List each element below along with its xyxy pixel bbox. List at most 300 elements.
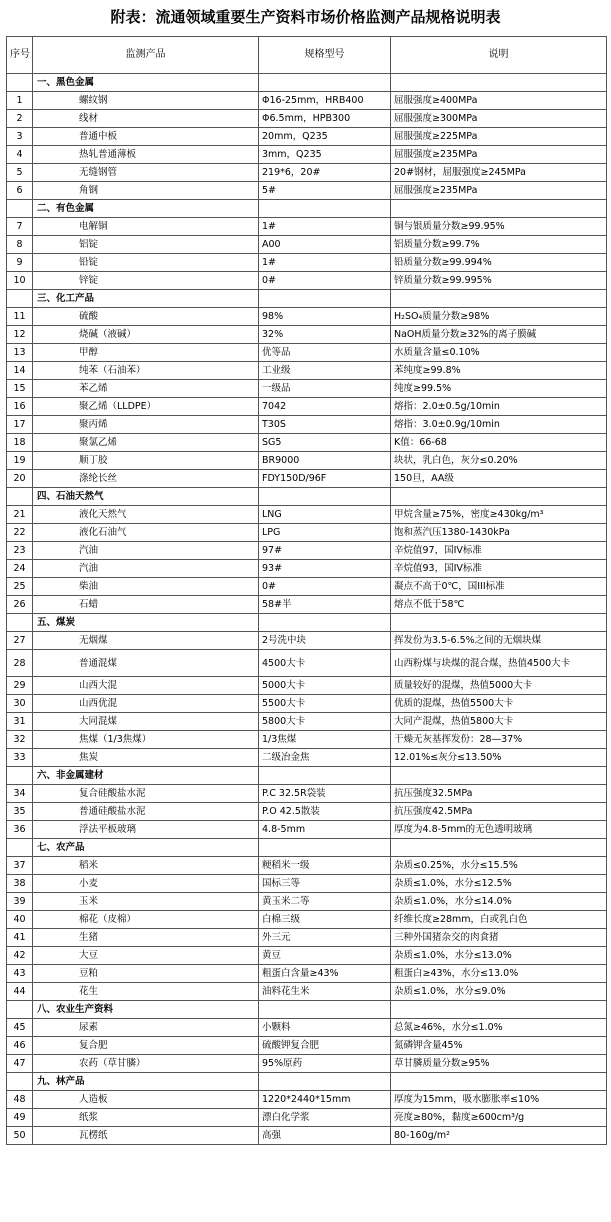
product-name: 铅锭 (33, 254, 259, 272)
spec-model: BR9000 (259, 452, 391, 470)
section-no-cell (7, 614, 33, 632)
row-number: 21 (7, 506, 33, 524)
product-name: 尿素 (33, 1019, 259, 1037)
section-desc-cell (391, 614, 607, 632)
table-row (7, 596, 607, 614)
row-number: 27 (7, 632, 33, 650)
row-number: 39 (7, 893, 33, 911)
description: 12.01%≤灰分≤13.50% (391, 749, 607, 767)
description: 质量较好的混煤，热值5000大卡 (391, 677, 607, 695)
row-number: 2 (7, 110, 33, 128)
description: 屈服强度≥235MPa (391, 182, 607, 200)
row-number: 31 (7, 713, 33, 731)
table-row (7, 947, 607, 965)
table-row (7, 272, 607, 290)
row-number: 38 (7, 875, 33, 893)
product-name: 浮法平板玻璃 (33, 821, 259, 839)
spec-model: 3mm，Q235 (259, 146, 391, 164)
description: 屈服强度≥400MPa (391, 92, 607, 110)
spec-model: 5# (259, 182, 391, 200)
table-row (7, 785, 607, 803)
spec-model: 硫酸钾复合肥 (259, 1037, 391, 1055)
product-name: 线材 (33, 110, 259, 128)
table-row (7, 110, 607, 128)
product-name: 烧碱（液碱） (33, 326, 259, 344)
description: 铜与银质量分数≥99.95% (391, 218, 607, 236)
description: 屈服强度≥235MPa (391, 146, 607, 164)
section-spec-cell (259, 767, 391, 785)
section-spec-cell (259, 74, 391, 92)
table-row (7, 1055, 607, 1073)
description: 氮磷钾含量45% (391, 1037, 607, 1055)
description: 亮度≥80%，黏度≥600cm³/g (391, 1109, 607, 1127)
description: 总氮≥46%，水分≤1.0% (391, 1019, 607, 1037)
spec-model: 工业级 (259, 362, 391, 380)
section-desc-cell (391, 1073, 607, 1091)
table-row (7, 983, 607, 1001)
row-number: 13 (7, 344, 33, 362)
spec-model: LNG (259, 506, 391, 524)
description: 锌质量分数≥99.995% (391, 272, 607, 290)
description: 80-160g/m² (391, 1127, 607, 1145)
table-row (7, 803, 607, 821)
spec-model: 20mm，Q235 (259, 128, 391, 146)
row-number: 19 (7, 452, 33, 470)
description: 饱和蒸汽压1380-1430kPa (391, 524, 607, 542)
product-name: 聚丙烯 (33, 416, 259, 434)
row-number: 12 (7, 326, 33, 344)
section-no-cell (7, 1073, 33, 1091)
section-no-cell (7, 767, 33, 785)
table-row (7, 182, 607, 200)
description: 纯度≥99.5% (391, 380, 607, 398)
spec-model: A00 (259, 236, 391, 254)
row-number: 17 (7, 416, 33, 434)
section-desc-cell (391, 488, 607, 506)
section-title: 四、石油天然气 (33, 488, 259, 506)
product-name: 铝锭 (33, 236, 259, 254)
spec-model: 5800大卡 (259, 713, 391, 731)
table-row (7, 713, 607, 731)
section-no-cell (7, 839, 33, 857)
description: 铝质量分数≥99.7% (391, 236, 607, 254)
table-row (7, 218, 607, 236)
product-name: 山西优混 (33, 695, 259, 713)
table-row (7, 524, 607, 542)
product-name: 纯苯（石油苯） (33, 362, 259, 380)
spec-model: Φ16-25mm，HRB400 (259, 92, 391, 110)
spec-model: 小颗料 (259, 1019, 391, 1037)
row-number: 49 (7, 1109, 33, 1127)
row-number: 43 (7, 965, 33, 983)
row-number: 1 (7, 92, 33, 110)
spec-model: 4.8-5mm (259, 821, 391, 839)
table-row (7, 470, 607, 488)
description: 抗压强度32.5MPa (391, 785, 607, 803)
table-row (7, 1037, 607, 1055)
section-title: 八、农业生产资料 (33, 1001, 259, 1019)
row-number: 26 (7, 596, 33, 614)
row-number: 20 (7, 470, 33, 488)
row-number: 15 (7, 380, 33, 398)
spec-model: 优等品 (259, 344, 391, 362)
description: H₂SO₄质量分数≥98% (391, 308, 607, 326)
row-number: 47 (7, 1055, 33, 1073)
product-name: 聚乙烯（LLDPE） (33, 398, 259, 416)
spec-model: 5500大卡 (259, 695, 391, 713)
product-name: 复合硅酸盐水泥 (33, 785, 259, 803)
section-row (7, 200, 607, 218)
description: 厚度为4.8-5mm的无色透明玻璃 (391, 821, 607, 839)
product-name: 纸浆 (33, 1109, 259, 1127)
description: 凝点不高于0℃，国III标准 (391, 578, 607, 596)
spec-model: 7042 (259, 398, 391, 416)
spec-model: 95%原药 (259, 1055, 391, 1073)
spec-model: P.C 32.5R袋装 (259, 785, 391, 803)
header-no: 序号 (7, 37, 33, 74)
spec-model: 58#半 (259, 596, 391, 614)
product-name: 焦炭 (33, 749, 259, 767)
product-name: 复合肥 (33, 1037, 259, 1055)
spec-model: 粗蛋白含量≥43% (259, 965, 391, 983)
table-row (7, 677, 607, 695)
table-body (7, 74, 607, 1145)
product-name: 小麦 (33, 875, 259, 893)
table-row (7, 929, 607, 947)
section-desc-cell (391, 1001, 607, 1019)
table-row (7, 542, 607, 560)
table-row (7, 857, 607, 875)
product-name: 顺丁胶 (33, 452, 259, 470)
description: 屈服强度≥225MPa (391, 128, 607, 146)
row-number: 48 (7, 1091, 33, 1109)
description: K值：66-68 (391, 434, 607, 452)
spec-model: 0# (259, 578, 391, 596)
spec-model: 1# (259, 254, 391, 272)
table-row (7, 821, 607, 839)
row-number: 46 (7, 1037, 33, 1055)
section-row (7, 1073, 607, 1091)
product-name: 螺纹钢 (33, 92, 259, 110)
description: 杂质≤1.0%，水分≤9.0% (391, 983, 607, 1001)
description: 辛烷值97，国IV标准 (391, 542, 607, 560)
row-number: 25 (7, 578, 33, 596)
table-row (7, 1091, 607, 1109)
spec-model: 漂白化学浆 (259, 1109, 391, 1127)
section-desc-cell (391, 767, 607, 785)
table-row (7, 965, 607, 983)
section-no-cell (7, 1001, 33, 1019)
table-row (7, 650, 607, 677)
row-number: 32 (7, 731, 33, 749)
page-title: 附表：流通领域重要生产资料市场价格监测产品规格说明表 (110, 8, 501, 26)
spec-model: 1220*2440*15mm (259, 1091, 391, 1109)
spec-model: 黄玉米二等 (259, 893, 391, 911)
table-row (7, 236, 607, 254)
row-number: 4 (7, 146, 33, 164)
product-name: 大豆 (33, 947, 259, 965)
spec-model: FDY150D/96F (259, 470, 391, 488)
product-name: 液化天然气 (33, 506, 259, 524)
description: 杂质≤0.25%，水分≤15.5% (391, 857, 607, 875)
row-number: 28 (7, 650, 33, 677)
table-row (7, 164, 607, 182)
product-name: 农药（草甘膦） (33, 1055, 259, 1073)
row-number: 3 (7, 128, 33, 146)
table-row (7, 560, 607, 578)
description: 熔指：2.0±0.5g/10min (391, 398, 607, 416)
section-row (7, 488, 607, 506)
product-name: 涤纶长丝 (33, 470, 259, 488)
table-row (7, 1127, 607, 1145)
description: 山西粉煤与块煤的混合煤，热值4500大卡 (391, 650, 607, 677)
spec-model: 外三元 (259, 929, 391, 947)
section-title: 五、煤炭 (33, 614, 259, 632)
row-number: 37 (7, 857, 33, 875)
description: 大同产混煤，热值5800大卡 (391, 713, 607, 731)
row-number: 50 (7, 1127, 33, 1145)
header-product: 监测产品 (33, 37, 259, 74)
header-row (7, 37, 607, 74)
product-name: 石蜡 (33, 596, 259, 614)
table-row (7, 578, 607, 596)
table-row (7, 632, 607, 650)
section-desc-cell (391, 74, 607, 92)
table-row (7, 731, 607, 749)
spec-model: 二级冶金焦 (259, 749, 391, 767)
row-number: 40 (7, 911, 33, 929)
product-name: 汽油 (33, 560, 259, 578)
product-name: 大同混煤 (33, 713, 259, 731)
section-title: 三、化工产品 (33, 290, 259, 308)
section-title: 九、林产品 (33, 1073, 259, 1091)
table-row (7, 1109, 607, 1127)
section-title: 六、非金属建材 (33, 767, 259, 785)
description: 杂质≤1.0%，水分≤14.0% (391, 893, 607, 911)
product-name: 硫酸 (33, 308, 259, 326)
description: 屈服强度≥300MPa (391, 110, 607, 128)
row-number: 30 (7, 695, 33, 713)
spec-model: SG5 (259, 434, 391, 452)
product-name: 无缝钢管 (33, 164, 259, 182)
description: 150旦，AA级 (391, 470, 607, 488)
row-number: 44 (7, 983, 33, 1001)
table-row (7, 416, 607, 434)
section-no-cell (7, 74, 33, 92)
spec-model: 1# (259, 218, 391, 236)
description: 挥发份为3.5-6.5%之间的无烟块煤 (391, 632, 607, 650)
row-number: 5 (7, 164, 33, 182)
product-name: 普通中板 (33, 128, 259, 146)
description: NaOH质量分数≥32%的离子膜碱 (391, 326, 607, 344)
spec-table (6, 36, 607, 1145)
table-row (7, 434, 607, 452)
section-row (7, 839, 607, 857)
product-name: 热轧普通薄板 (33, 146, 259, 164)
row-number: 16 (7, 398, 33, 416)
table-row (7, 695, 607, 713)
product-name: 花生 (33, 983, 259, 1001)
section-spec-cell (259, 614, 391, 632)
description: 甲烷含量≥75%，密度≥430kg/m³ (391, 506, 607, 524)
row-number: 14 (7, 362, 33, 380)
spec-model: LPG (259, 524, 391, 542)
table-row (7, 380, 607, 398)
product-name: 瓦楞纸 (33, 1127, 259, 1145)
section-row (7, 614, 607, 632)
table-row (7, 344, 607, 362)
spec-model: 2号洗中块 (259, 632, 391, 650)
description: 苯纯度≥99.8% (391, 362, 607, 380)
row-number: 24 (7, 560, 33, 578)
description: 铅质量分数≥99.994% (391, 254, 607, 272)
row-number: 11 (7, 308, 33, 326)
description: 水质量含量≤0.10% (391, 344, 607, 362)
section-row (7, 290, 607, 308)
table-row (7, 326, 607, 344)
product-name: 甲醇 (33, 344, 259, 362)
spec-model: 97# (259, 542, 391, 560)
product-name: 山西大混 (33, 677, 259, 695)
description: 熔指：3.0±0.9g/10min (391, 416, 607, 434)
row-number: 10 (7, 272, 33, 290)
row-number: 29 (7, 677, 33, 695)
spec-model: 高强 (259, 1127, 391, 1145)
description: 三种外国猪杂交的肉食猪 (391, 929, 607, 947)
table-row (7, 875, 607, 893)
product-name: 人造板 (33, 1091, 259, 1109)
row-number: 8 (7, 236, 33, 254)
product-name: 玉米 (33, 893, 259, 911)
row-number: 34 (7, 785, 33, 803)
row-number: 22 (7, 524, 33, 542)
table-row (7, 398, 607, 416)
row-number: 41 (7, 929, 33, 947)
product-name: 生猪 (33, 929, 259, 947)
spec-model: 98% (259, 308, 391, 326)
description: 纤维长度≥28mm，白或乳白色 (391, 911, 607, 929)
table-row (7, 1019, 607, 1037)
product-name: 豆粕 (33, 965, 259, 983)
product-name: 普通硅酸盐水泥 (33, 803, 259, 821)
product-name: 稻米 (33, 857, 259, 875)
spec-model: 93# (259, 560, 391, 578)
row-number: 45 (7, 1019, 33, 1037)
spec-model: 白棉三级 (259, 911, 391, 929)
spec-model: 粳稻米一级 (259, 857, 391, 875)
description: 杂质≤1.0%，水分≤13.0% (391, 947, 607, 965)
product-name: 液化石油气 (33, 524, 259, 542)
section-no-cell (7, 290, 33, 308)
row-number: 6 (7, 182, 33, 200)
table-row (7, 308, 607, 326)
header-spec: 规格型号 (259, 37, 391, 74)
product-name: 普通混煤 (33, 650, 259, 677)
section-spec-cell (259, 839, 391, 857)
section-title: 二、有色金属 (33, 200, 259, 218)
spec-model: 4500大卡 (259, 650, 391, 677)
spec-model: 黄豆 (259, 947, 391, 965)
spec-model: 32% (259, 326, 391, 344)
spec-model: 5000大卡 (259, 677, 391, 695)
section-desc-cell (391, 200, 607, 218)
table-row (7, 452, 607, 470)
section-spec-cell (259, 1001, 391, 1019)
spec-model: 国标三等 (259, 875, 391, 893)
product-name: 锌锭 (33, 272, 259, 290)
description: 块状，乳白色，灰分≤0.20% (391, 452, 607, 470)
description: 优质的混煤，热值5500大卡 (391, 695, 607, 713)
product-name: 无烟煤 (33, 632, 259, 650)
section-spec-cell (259, 1073, 391, 1091)
section-no-cell (7, 488, 33, 506)
description: 熔点不低于58℃ (391, 596, 607, 614)
section-title: 七、农产品 (33, 839, 259, 857)
description: 20#钢材，屈服强度≥245MPa (391, 164, 607, 182)
table-row (7, 362, 607, 380)
row-number: 33 (7, 749, 33, 767)
section-spec-cell (259, 200, 391, 218)
description: 粗蛋白≥43%，水分≤13.0% (391, 965, 607, 983)
section-row (7, 74, 607, 92)
spec-model: 0# (259, 272, 391, 290)
product-name: 焦煤（1/3焦煤） (33, 731, 259, 749)
section-spec-cell (259, 290, 391, 308)
spec-model: 一级品 (259, 380, 391, 398)
row-number: 36 (7, 821, 33, 839)
description: 草甘膦质量分数≥95% (391, 1055, 607, 1073)
section-row (7, 767, 607, 785)
spec-model: 1/3焦煤 (259, 731, 391, 749)
table-row (7, 893, 607, 911)
spec-model: 219*6，20# (259, 164, 391, 182)
row-number: 7 (7, 218, 33, 236)
description: 杂质≤1.0%，水分≤12.5% (391, 875, 607, 893)
table-row (7, 128, 607, 146)
table-row (7, 506, 607, 524)
spec-model: P.O 42.5散装 (259, 803, 391, 821)
description: 抗压强度42.5MPa (391, 803, 607, 821)
product-name: 聚氯乙烯 (33, 434, 259, 452)
spec-model: Φ6.5mm，HPB300 (259, 110, 391, 128)
section-title: 一、黑色金属 (33, 74, 259, 92)
product-name: 电解铜 (33, 218, 259, 236)
product-name: 柴油 (33, 578, 259, 596)
description: 厚度为15mm，吸水膨胀率≤10% (391, 1091, 607, 1109)
table-row (7, 146, 607, 164)
row-number: 18 (7, 434, 33, 452)
description: 辛烷值93，国IV标准 (391, 560, 607, 578)
product-name: 角钢 (33, 182, 259, 200)
product-name: 棉花（皮棉） (33, 911, 259, 929)
section-row (7, 1001, 607, 1019)
section-spec-cell (259, 488, 391, 506)
description: 干燥无灰基挥发份：28—37% (391, 731, 607, 749)
row-number: 35 (7, 803, 33, 821)
table-row (7, 911, 607, 929)
header-desc: 说明 (391, 37, 607, 74)
product-name: 苯乙烯 (33, 380, 259, 398)
row-number: 42 (7, 947, 33, 965)
spec-model: T30S (259, 416, 391, 434)
table-row (7, 254, 607, 272)
row-number: 23 (7, 542, 33, 560)
section-desc-cell (391, 839, 607, 857)
spec-model: 油料花生米 (259, 983, 391, 1001)
table-row (7, 92, 607, 110)
section-desc-cell (391, 290, 607, 308)
table-row (7, 749, 607, 767)
